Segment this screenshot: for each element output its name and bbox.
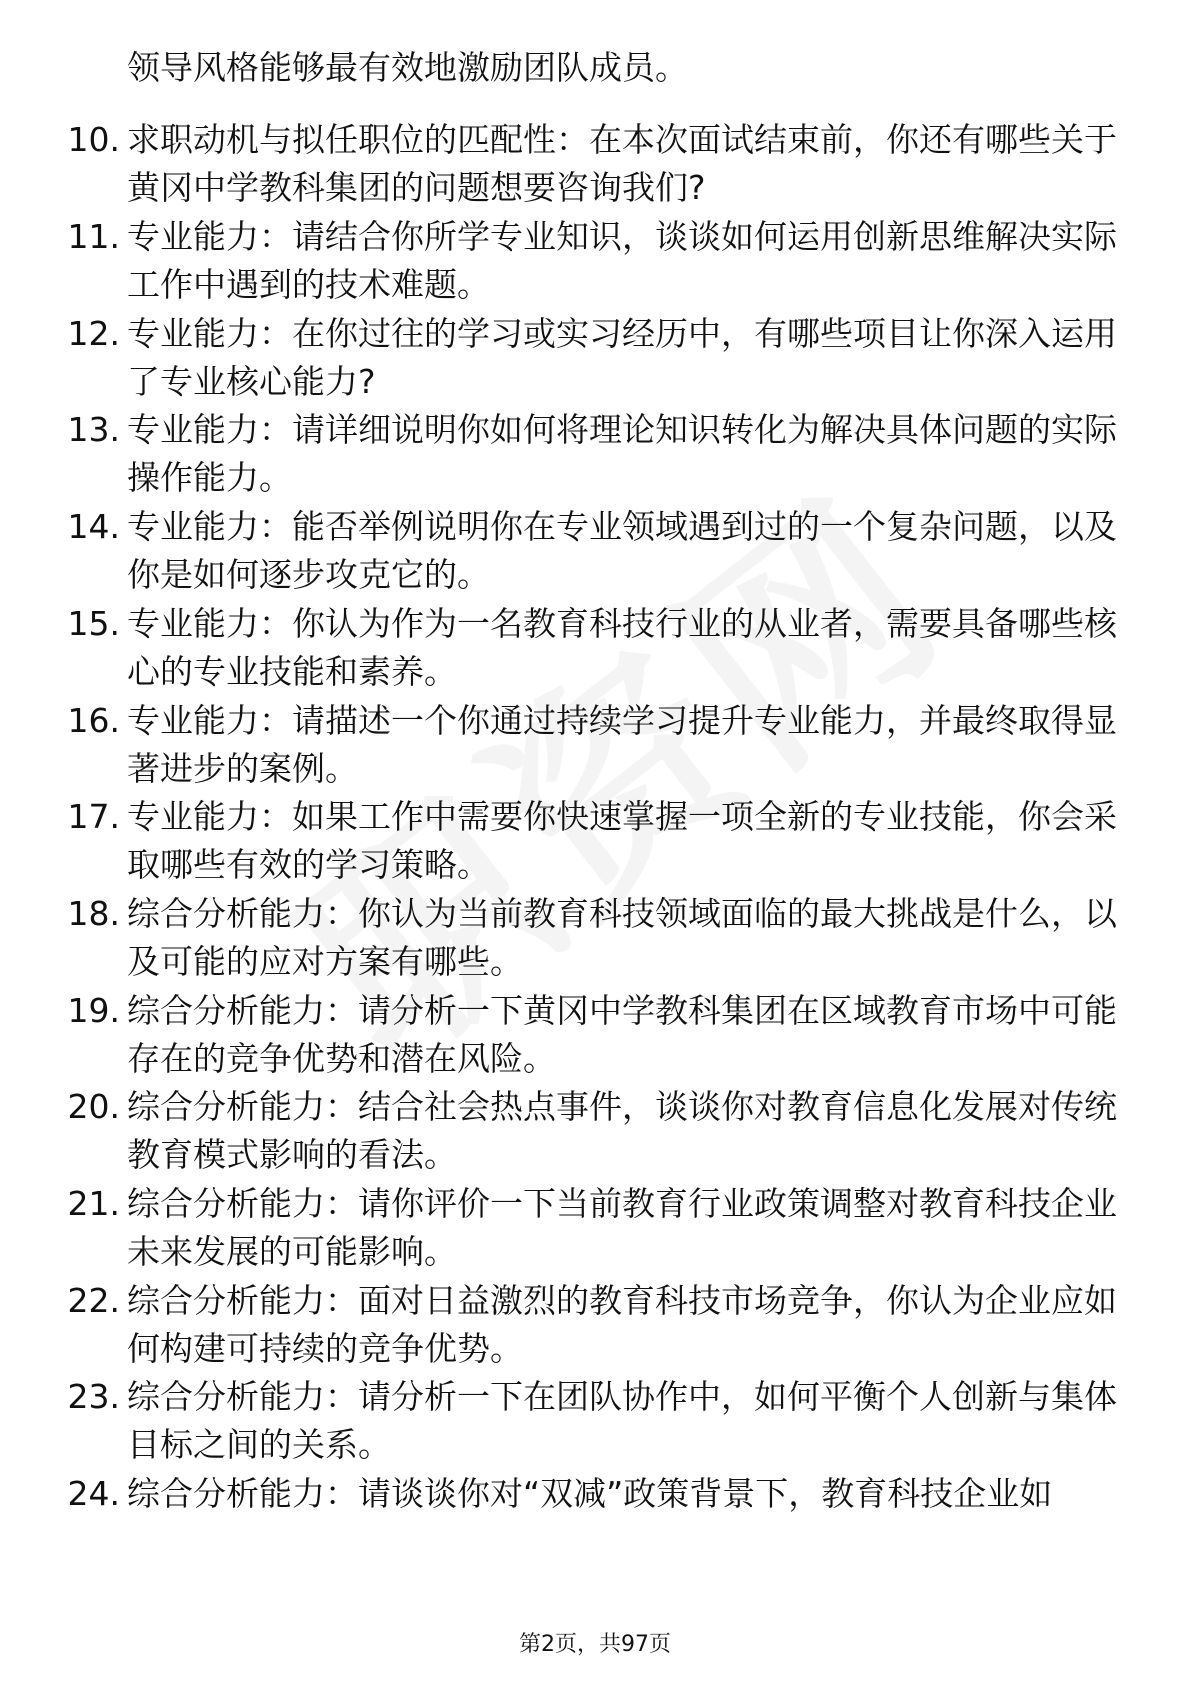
question-text: 求职动机与拟任职位的匹配性：在本次面试结束前，你还有哪些关于黄冈中学教科集团的问题想要咨询我们? xyxy=(127,120,1117,207)
question-text: 专业能力：请描述一个你通过持续学习提升专业能力，并最终取得显著进步的案例。 xyxy=(127,701,1117,788)
question-text: 专业能力：能否举例说明你在专业领域遇到过的一个复杂问题，以及你是如何逐步攻克它的。 xyxy=(127,507,1117,594)
continuation-text: 领导风格能够最有效地激励团队成员。 xyxy=(127,48,688,87)
question-text: 综合分析能力：你认为当前教育科技领域面临的最大挑战是什么，以及可能的应对方案有哪些。 xyxy=(127,894,1117,981)
question-text: 综合分析能力：请谈谈你对“双减”政策背景下，教育科技企业如 xyxy=(127,1474,1053,1513)
question-number: 24. xyxy=(67,1474,120,1513)
question-text: 综合分析能力：面对日益激烈的教育科技市场竞争，你认为企业应如何构建可持续的竞争优势。 xyxy=(127,1281,1117,1368)
question-number: 16. xyxy=(67,701,120,740)
question-text: 专业能力：你认为作为一名教育科技行业的从业者，需要具备哪些核心的专业技能和素养。 xyxy=(127,604,1117,691)
question-text: 专业能力：如果工作中需要你快速掌握一项全新的专业技能，你会采取哪些有效的学习策略。 xyxy=(127,797,1117,884)
question-number: 10. xyxy=(67,120,120,159)
page-footer: 第2页，共97页 xyxy=(519,1632,671,1657)
question-number: 17. xyxy=(67,797,120,836)
question-number: 21. xyxy=(67,1184,120,1223)
question-text: 专业能力：在你过往的学习或实习经历中，有哪些项目让你深入运用了专业核心能力? xyxy=(127,314,1117,401)
question-number: 22. xyxy=(67,1281,120,1320)
question-number: 14. xyxy=(67,507,120,546)
question-number: 15. xyxy=(67,604,120,643)
question-text: 专业能力：请结合你所学专业知识，谈谈如何运用创新思维解决实际工作中遇到的技术难题。 xyxy=(127,217,1117,304)
question-number: 18. xyxy=(67,894,120,933)
question-number: 23. xyxy=(67,1377,120,1416)
question-number: 19. xyxy=(67,991,120,1030)
question-number: 20. xyxy=(67,1087,120,1126)
question-text: 专业能力：请详细说明你如何将理论知识转化为解决具体问题的实际操作能力。 xyxy=(127,410,1117,497)
question-number: 13. xyxy=(67,410,120,449)
question-text: 综合分析能力：请你评价一下当前教育行业政策调整对教育科技企业未来发展的可能影响。 xyxy=(127,1184,1117,1271)
question-text: 综合分析能力：请分析一下在团队协作中，如何平衡个人创新与集体目标之间的关系。 xyxy=(127,1377,1117,1464)
question-text: 综合分析能力：请分析一下黄冈中学教科集团在区域教育市场中可能存在的竞争优势和潜在风险。 xyxy=(127,991,1117,1078)
question-number: 11. xyxy=(67,217,120,256)
question-text: 综合分析能力：结合社会热点事件，谈谈你对教育信息化发展对传统教育模式影响的看法。 xyxy=(127,1087,1117,1174)
question-number: 12. xyxy=(67,314,120,353)
